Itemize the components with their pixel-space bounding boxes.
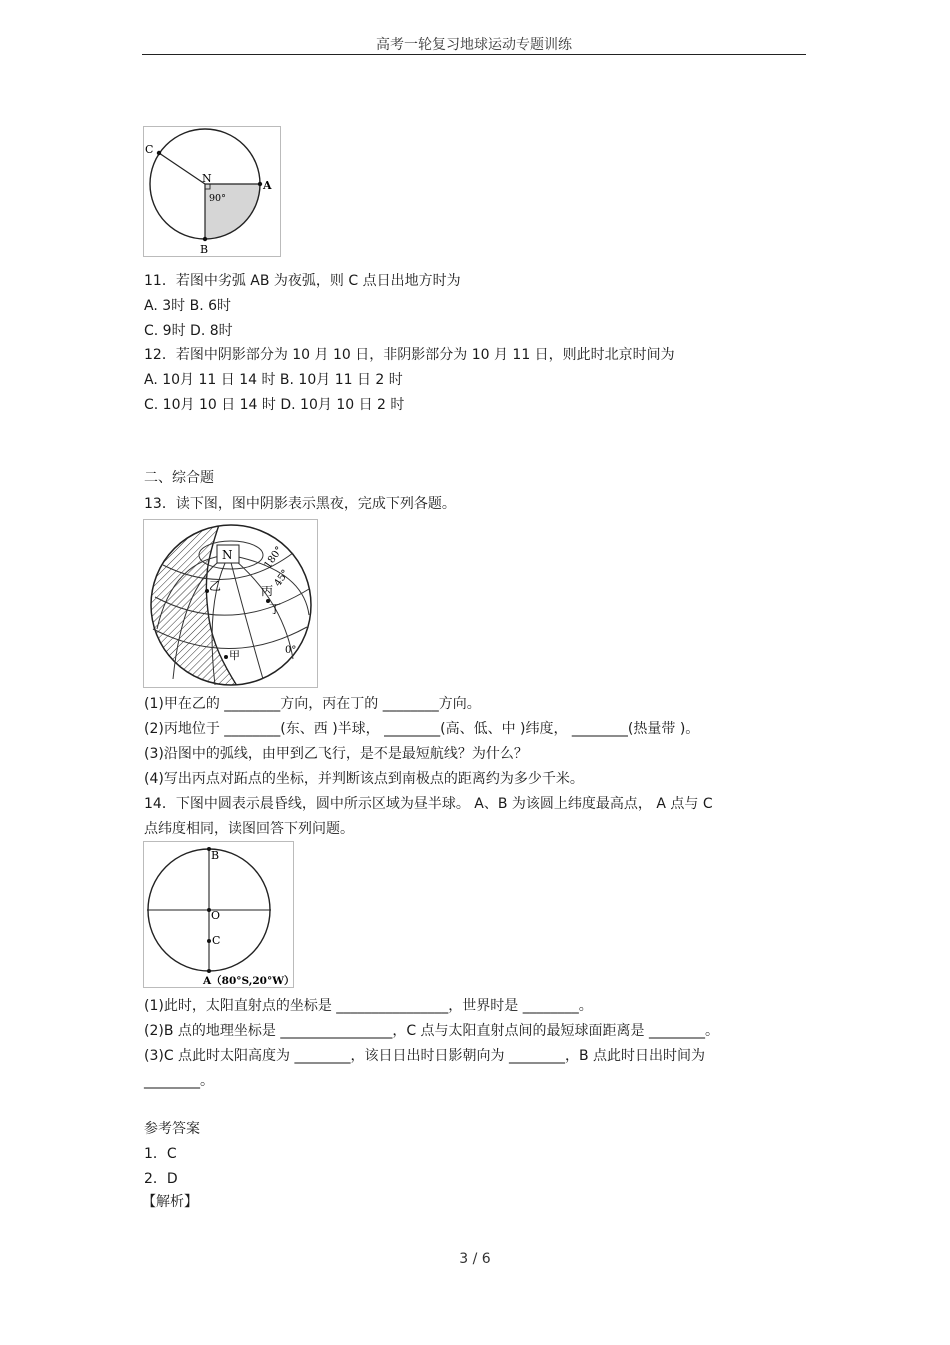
fig1-label-b: B bbox=[200, 243, 209, 256]
q11-options-row2: C. 9时 D. 8时 bbox=[144, 323, 233, 339]
globe-label-45: 45° bbox=[272, 567, 292, 589]
circle-label-b: B bbox=[211, 849, 220, 862]
globe-label-bing: 丙 bbox=[261, 584, 274, 598]
q13-stem: 13．读下图，图中阴影表示黑夜，完成下列各题。 bbox=[144, 496, 456, 512]
globe-label-n: N bbox=[222, 548, 233, 562]
globe-label-180: 180° bbox=[262, 544, 286, 571]
globe-label-ding: 丁 bbox=[269, 602, 282, 616]
fig1-label-a: A bbox=[263, 179, 272, 192]
q14-part3: (3)C 点此时太阳高度为 ________，该日日出时日影朝向为 ________，B 点此时日出时间为 bbox=[144, 1048, 706, 1064]
circle-label-a: A（80°S,20°W） bbox=[203, 975, 295, 987]
q13-part2: (2)丙地位于 ________(东、西 )半球， ________(高、低、中 )纬度， ________(热量带 )。 bbox=[144, 721, 700, 737]
fig1-label-angle: 90° bbox=[209, 193, 226, 204]
answers-title: 参考答案 bbox=[144, 1121, 200, 1137]
q13-part3: (3)沿图中的弧线，由甲到乙飞行，是不是最短航线？为什么？ bbox=[144, 746, 528, 762]
answer-1: 1．C bbox=[144, 1146, 177, 1162]
answer-2: 2．D bbox=[144, 1171, 178, 1187]
globe-label-jia: 甲 bbox=[229, 649, 240, 662]
header-rule bbox=[142, 54, 806, 55]
figure-globe bbox=[143, 519, 319, 689]
q14-stem-line1: 14．下图中圆表示晨昏线，圆中所示区域为昼半球。 A、B 为该圆上纬度最高点， A 点与 C bbox=[144, 796, 713, 812]
page-header: 高考一轮复习地球运动专题训练 bbox=[376, 37, 572, 53]
q11-options-row1: A. 3时 B. 6时 bbox=[144, 298, 232, 314]
q13-part4: (4)写出丙点对跖点的坐标，并判断该点到南极点的距离约为多少千米。 bbox=[144, 771, 584, 787]
analysis-label: 【解析】 bbox=[142, 1194, 198, 1210]
fig1-label-n: N bbox=[202, 172, 212, 185]
figure-day-night-circle bbox=[143, 126, 283, 258]
q11-stem: 11．若图中劣弧 AB 为夜弧，则 C 点日出地方时为 bbox=[144, 273, 461, 289]
q12-stem: 12．若图中阴影部分为 10 月 10 日，非阴影部分为 10 月 11 日，则此时北京时间为 bbox=[144, 347, 675, 363]
q14-part1: (1)此时，太阳直射点的坐标是 ________________，世界时是 ________。 bbox=[144, 998, 593, 1014]
q13-part1: (1)甲在乙的 ________方向，丙在丁的 ________方向。 bbox=[144, 696, 481, 712]
q12-options-row2: C. 10月 10 日 14 时 D. 10月 10 日 2 时 bbox=[144, 397, 405, 413]
globe-label-yi: 乙 bbox=[209, 579, 222, 593]
globe-label-0: 0° bbox=[285, 645, 297, 656]
q14-part3-cont: ________。 bbox=[144, 1073, 214, 1089]
circle-label-o: O bbox=[211, 909, 221, 922]
q14-stem-line2: 点纬度相同，读图回答下列问题。 bbox=[144, 821, 354, 837]
page-number: 3 / 6 bbox=[459, 1251, 491, 1267]
q14-part2: (2)B 点的地理坐标是 ________________，C 点与太阳直射点间的最短球面距离是 ________。 bbox=[144, 1023, 720, 1039]
fig1-label-c: C bbox=[145, 143, 154, 156]
q12-options-row1: A. 10月 11 日 14 时 B. 10月 11 日 2 时 bbox=[144, 372, 403, 388]
figure-terminator-circle bbox=[143, 841, 295, 989]
section-title: 二、综合题 bbox=[144, 470, 214, 486]
circle-label-c: C bbox=[212, 934, 221, 947]
